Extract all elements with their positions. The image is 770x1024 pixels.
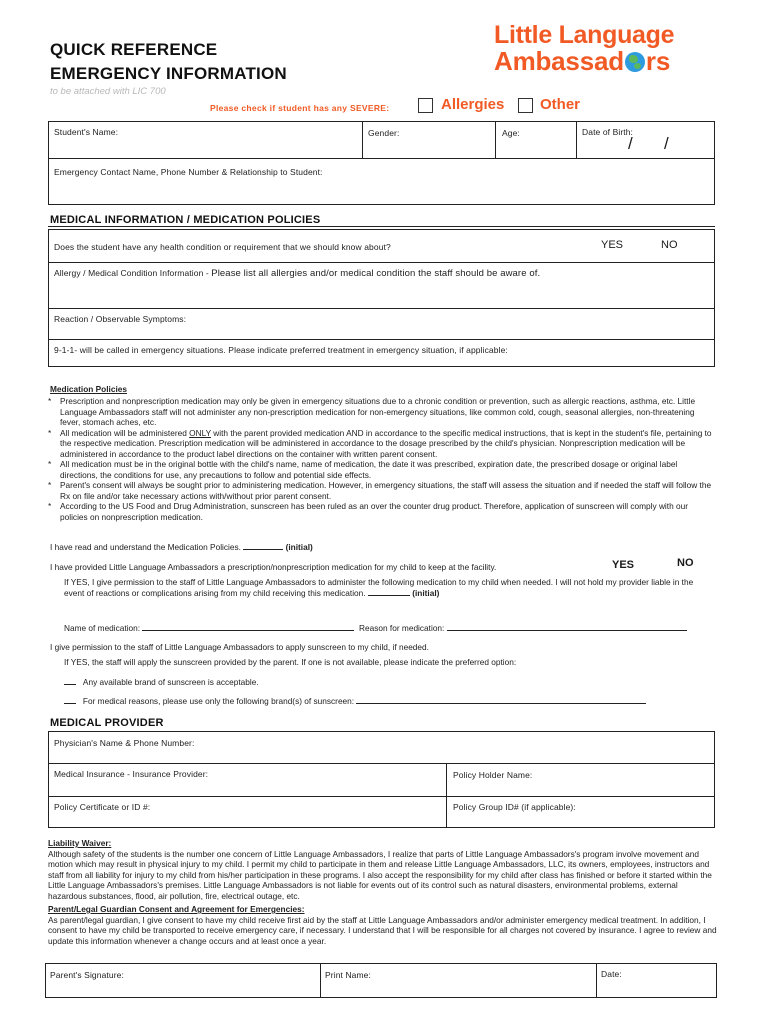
student-col-divider-2 [495, 121, 496, 158]
sunscreen-yes-text: If YES, the staff will apply the sunscreen provided by the parent. If one is not available, please indicate the preferred option: [64, 657, 517, 667]
signature-col-divider-1 [320, 963, 321, 998]
form-title-line2: EMERGENCY INFORMATION [50, 64, 287, 83]
policy-2-emphasis: ONLY [189, 427, 211, 438]
medication-permission [64, 577, 714, 598]
allergy-label-instruction: Please list all allergies and/or medical condition the staff should be aware of. [211, 268, 541, 279]
liability-waiver-text: Although safety of the students is the number one concern of Little Language Ambassadors, I realize that parts of Little Language Ambassadors's program involve movement and motion which may result in physical injury to my child. I permit my child to participate in them and release Little Language Ambassadors, LLC, its owners, employees, instructors and staff from all liability for injury to my child from his/her participation in these programs. I also accept the responsibility for my child after class has finished or before it started within the Little Language Ambassadors's premises. Little Language Ambassadors is not liable for events out of its control such as natural disasters, environmental problems, external hazardous substances, flood, air pollution, fire, electrical outage, etc. [48, 848, 712, 901]
provider-divider-2 [48, 796, 715, 797]
form-title-line1: QUICK REFERENCE [50, 40, 218, 59]
medication-reason-field[interactable] [447, 623, 687, 631]
policy-item: * According to the US Food and Drug Administration, sunscreen has been ruled as an over the counter drug product. Therefore, application of sunscreen will comply with our policies on nonprescription medication. [47, 501, 717, 522]
sunscreen-brand-field[interactable] [356, 696, 646, 704]
sunscreen-permission-text: I give permission to the staff of Little Language Ambassadors to apply sunscreen to my child, if needed. [50, 642, 429, 652]
reaction-label: Reaction / Observable Symptoms: [54, 314, 187, 324]
emergency-contact-label: Emergency Contact Name, Phone Number & Relationship to Student: [54, 167, 323, 177]
sunscreen-option-1-field[interactable] [64, 677, 76, 685]
policy-2-start: All medication will be administered [60, 427, 190, 438]
policy-holder-label: Policy Holder Name: [453, 770, 533, 780]
severity-prompt: Please check if student has any SEVERE: [210, 103, 390, 113]
form-title [50, 38, 287, 86]
form-subtitle: to be attached with LIC 700 [50, 86, 166, 97]
student-col-divider-1 [362, 121, 363, 158]
read-understand-text: I have read and understand the Medication Policies. [50, 542, 241, 552]
policy-certificate-label: Policy Certificate or ID #: [54, 802, 151, 812]
logo-line2-b: rs [645, 46, 671, 76]
provided-medication-text: I have provided Little Language Ambassadors a prescription/nonprescription medication for my child to keep at the facility. [50, 562, 497, 572]
date-label: Date: [601, 969, 622, 979]
signature-col-divider-2 [596, 963, 597, 998]
allergy-label-prefix: Allergy / Medical Condition Information - [54, 268, 212, 278]
allergies-checkbox[interactable] [418, 98, 433, 113]
logo-line2 [494, 48, 720, 74]
student-name-field[interactable] [140, 123, 358, 155]
allergy-info-field[interactable] [52, 280, 712, 306]
sunscreen-option-2-field[interactable] [64, 696, 76, 704]
medication-yes-option[interactable]: YES [612, 559, 635, 571]
initial-label: (initial) [285, 542, 313, 552]
medical-divider-3 [48, 339, 715, 340]
permission-initial-label: (initial) [412, 587, 440, 598]
gender-label: Gender: [368, 128, 400, 138]
age-label: Age: [502, 128, 520, 138]
emergency-consent-heading: Parent/Legal Guardian Consent and Agreement for Emergencies: [48, 904, 305, 914]
sunscreen-option-1-text: Any available brand of sunscreen is acceptable. [82, 677, 259, 687]
medication-policies-list [47, 396, 717, 522]
provider-divider-1 [48, 763, 715, 764]
emergency-911-label: 9-1-1- will be called in emergency situations. Please indicate preferred treatment in emergency situation, if applicable: [54, 345, 508, 355]
sunscreen-option-1 [64, 677, 259, 688]
policy-item: * Parent's consent will always be sought prior to administering medication. However, in emergency situations, the staff will assess the situation and if needed the staff will follow the Rx on file and/or take necessary actions with/without prior parent consent. [47, 480, 717, 501]
liability-waiver [48, 838, 718, 946]
print-name-field[interactable] [323, 981, 593, 996]
allergy-info-label [54, 268, 540, 279]
dob-separator-1: / [628, 134, 633, 153]
medical-info-heading: MEDICAL INFORMATION / MEDICATION POLICIES [50, 214, 321, 226]
policy-item: * All medication must be in the original bottle with the child's name, name of medication, the date it was prescribed, expiration date, the prescribed dosage or original label directions, the conditions for use, any precautions to follow and potential side effects. [47, 459, 717, 480]
permission-initial-field[interactable] [368, 588, 410, 596]
emergency-treatment-field[interactable] [52, 356, 712, 365]
insurance-label: Medical Insurance - Insurance Provider: [54, 769, 209, 779]
emergency-consent-text: As parent/legal guardian, I give consent to have my child receive first aid by the staff at Little Language Ambassadors and/or administer emergency medical treatment. In addition, I consent to have my child be transported to receive emergency care, if necessary. I understand that I will be responsible for all charges not covered by insurance. I agree to review and update this information whenever a change occurs and at least once a year. [48, 914, 717, 946]
medication-name-label: Name of medication: [64, 623, 141, 633]
dob-separator-2: / [664, 134, 669, 153]
health-condition-question: Does the student have any health condition or requirement that we should know about? [54, 242, 391, 252]
medication-no-option[interactable]: NO [677, 557, 694, 569]
brand-logo [494, 22, 720, 74]
medication-policies-heading: Medication Policies [50, 384, 127, 394]
liability-waiver-heading: Liability Waiver: [48, 838, 112, 848]
medical-heading-rule [48, 226, 715, 227]
medical-provider-heading: MEDICAL PROVIDER [50, 717, 164, 729]
medication-name-line [64, 623, 687, 634]
provider-col-divider [446, 763, 447, 828]
student-name-label: Student's Name: [54, 127, 119, 137]
other-checkbox[interactable] [518, 98, 533, 113]
logo-line1: Little Language [494, 21, 675, 49]
globe-icon [625, 52, 645, 72]
student-col-divider-3 [576, 121, 577, 158]
policy-item: * Prescription and nonprescription medication may only be given in emergency situations due to a chronic condition or prevention, such as allergic reactions, asthma, etc. Little Language Ambassadors staff will not administer any non-prescription medication for non-emergency situations, like common cold, cough, seasonal allergies, non-threatening fever, stomach aches, etc. [47, 396, 717, 428]
sunscreen-option-2-text: For medical reasons, please use only the following brand(s) of sunscreen: [82, 696, 355, 706]
read-understand-line [50, 542, 313, 553]
physician-label: Physician's Name & Phone Number: [54, 738, 195, 748]
logo-line2-a: Ambassad [494, 46, 624, 76]
date-field[interactable] [599, 981, 714, 996]
medical-divider-1 [48, 262, 715, 263]
policy-2-end: with the parent provided medication AND in accordance to the specific medical instructions, that is kept in the student's file, pertaining to the respective medication. Prescription medication will be administered in accordance to the dosage prescribed by the child's physician. Nonprescription medication will be administered in accordance to the product label directions on the container with written parent consent. [60, 427, 712, 459]
read-understand-initial-field[interactable] [243, 542, 283, 550]
health-yes-option[interactable]: YES [601, 239, 624, 251]
other-label: Other [540, 96, 581, 113]
print-name-label: Print Name: [325, 970, 371, 980]
student-divider [48, 158, 715, 159]
health-no-option[interactable]: NO [661, 239, 678, 251]
medication-reason-label: Reason for medication: [359, 623, 445, 633]
policy-group-label: Policy Group ID# (if applicable): [453, 802, 576, 812]
medical-divider-2 [48, 308, 715, 309]
emergency-contact-field[interactable] [52, 178, 712, 202]
medication-name-field[interactable] [142, 623, 354, 631]
medication-permission-text: If YES, I give permission to the staff of Little Language Ambassadors to administer the following medication to my child when needed. I will not hold my provider liable in the event of reactions or complications arising from my child receiving this medication. [64, 577, 694, 598]
parent-signature-label: Parent's Signature: [50, 970, 124, 980]
parent-signature-field[interactable] [48, 981, 318, 996]
sunscreen-option-2 [64, 696, 646, 707]
policy-item [47, 428, 717, 460]
dob-label: Date of Birth: [582, 127, 634, 137]
allergies-label: Allergies [441, 96, 505, 113]
